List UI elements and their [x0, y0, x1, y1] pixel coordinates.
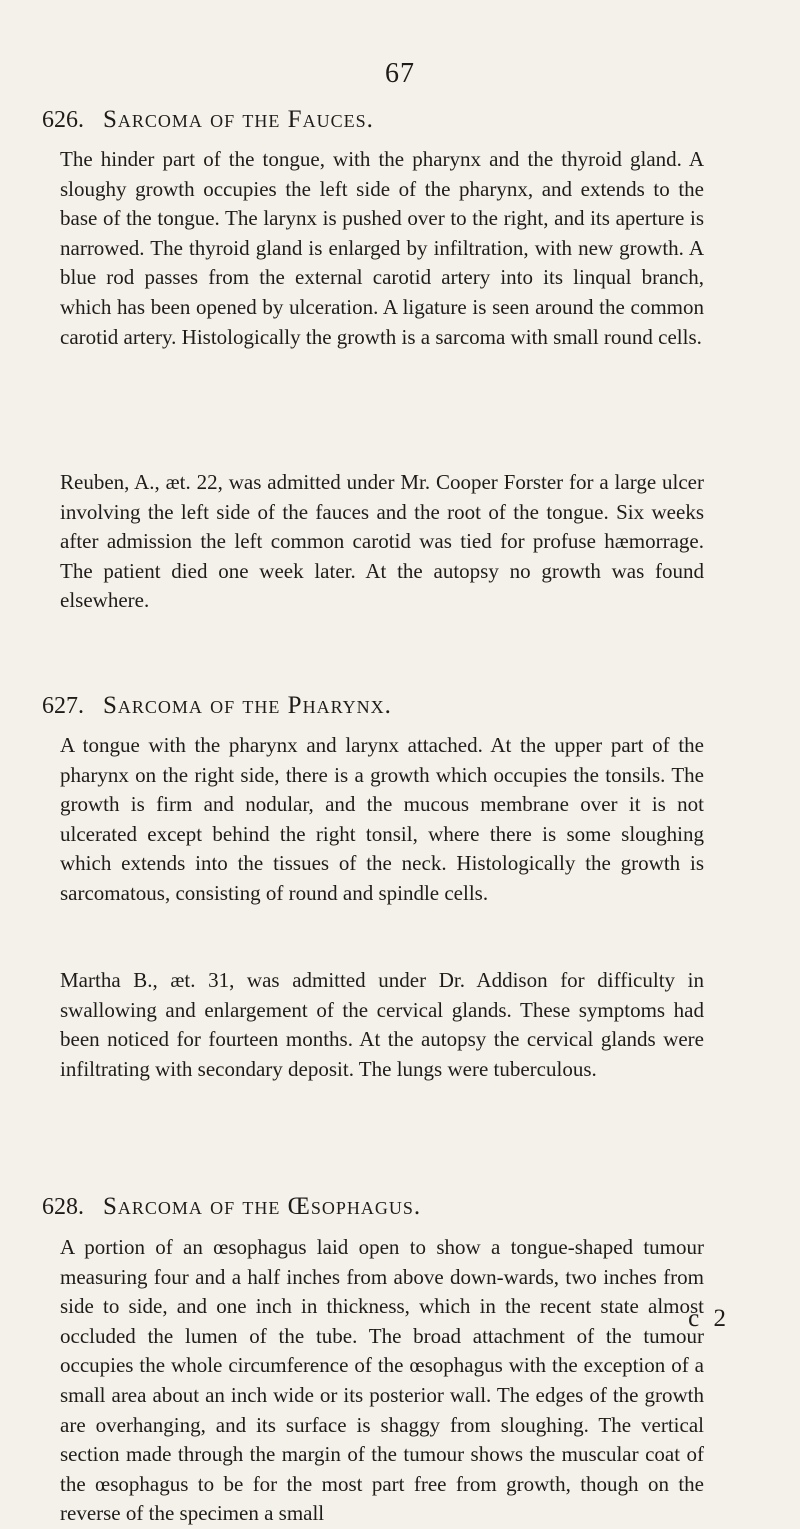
entry-627-paragraph-1: A tongue with the pharynx and larynx attached. At the upper part of the pharynx on the right side, there is a growth which occupies the tonsils. The growth is firm and nodular, and the mucous membrane over it is not ulcerated except behind the right tonsil, where there is some sloughing which extends into the tissues of the neck. Histologically the growth is sarcomatous, consisting of round and spindle cells. [60, 733, 704, 905]
entry-title: Sarcoma of the Fauces. [103, 106, 374, 133]
entry-number: 626. [42, 107, 84, 133]
entry-626-paragraph-1: The hinder part of the tongue, with the pharynx and the thyroid gland. A sloughy growth occupies the left side of the pharynx, and extends to the base of the tongue. The larynx is pushed over to the right, and its aperture is narrowed. The thyroid gland is enlarged by infiltration, with new growth. A blue rod passes from the external carotid artery into its linqual branch, which has been opened by ulceration. A ligature is seen around the common carotid artery. Histologically the growth is a sarcoma with small round cells. [60, 147, 704, 349]
entry-title: Sarcoma of the Œsophagus. [103, 1193, 422, 1220]
signature-mark: c 2 [688, 1305, 730, 1332]
entry-title: Sarcoma of the Pharynx. [103, 692, 392, 719]
entry-627-paragraph-2: Martha B., æt. 31, was admitted under Dr. Addison for difficulty in swallowing and enlargement of the cervical glands. These symptoms had been noticed for fourteen months. At the autopsy the cervical glands were infiltrating with secondary deposit. The lungs were tuberculous. [60, 968, 704, 1081]
entry-number: 627. [42, 693, 84, 719]
page-number: 67 [385, 58, 415, 89]
entry-number: 628. [42, 1194, 84, 1220]
entry-626-paragraph-2: Reuben, A., æt. 22, was admitted under Mr. Cooper Forster for a large ulcer involving the left side of the fauces and the root of the tongue. Six weeks after admission the left common carotid was tied for profuse hæmorrage. The patient died one week later. At the autopsy no growth was found elsewhere. [60, 470, 704, 613]
entry-628-paragraph-1: A portion of an œsophagus laid open to show a tongue-shaped tumour measuring four and a half inches from above down-wards, two inches from side to side, and one inch in thickness, which in the recent state almost occluded the lumen of the tube. The broad attachment of the tumour occupies the whole circumference of the œsophagus with the exception of a small area about an inch wide or its posterior wall. The edges of the growth are overhanging, and its surface is shaggy from sloughing. The vertical section made through the margin of the tumour shows the muscular coat of the œsophagus to be for the most part free from growth, though on the reverse of the specimen a small [60, 1235, 704, 1526]
